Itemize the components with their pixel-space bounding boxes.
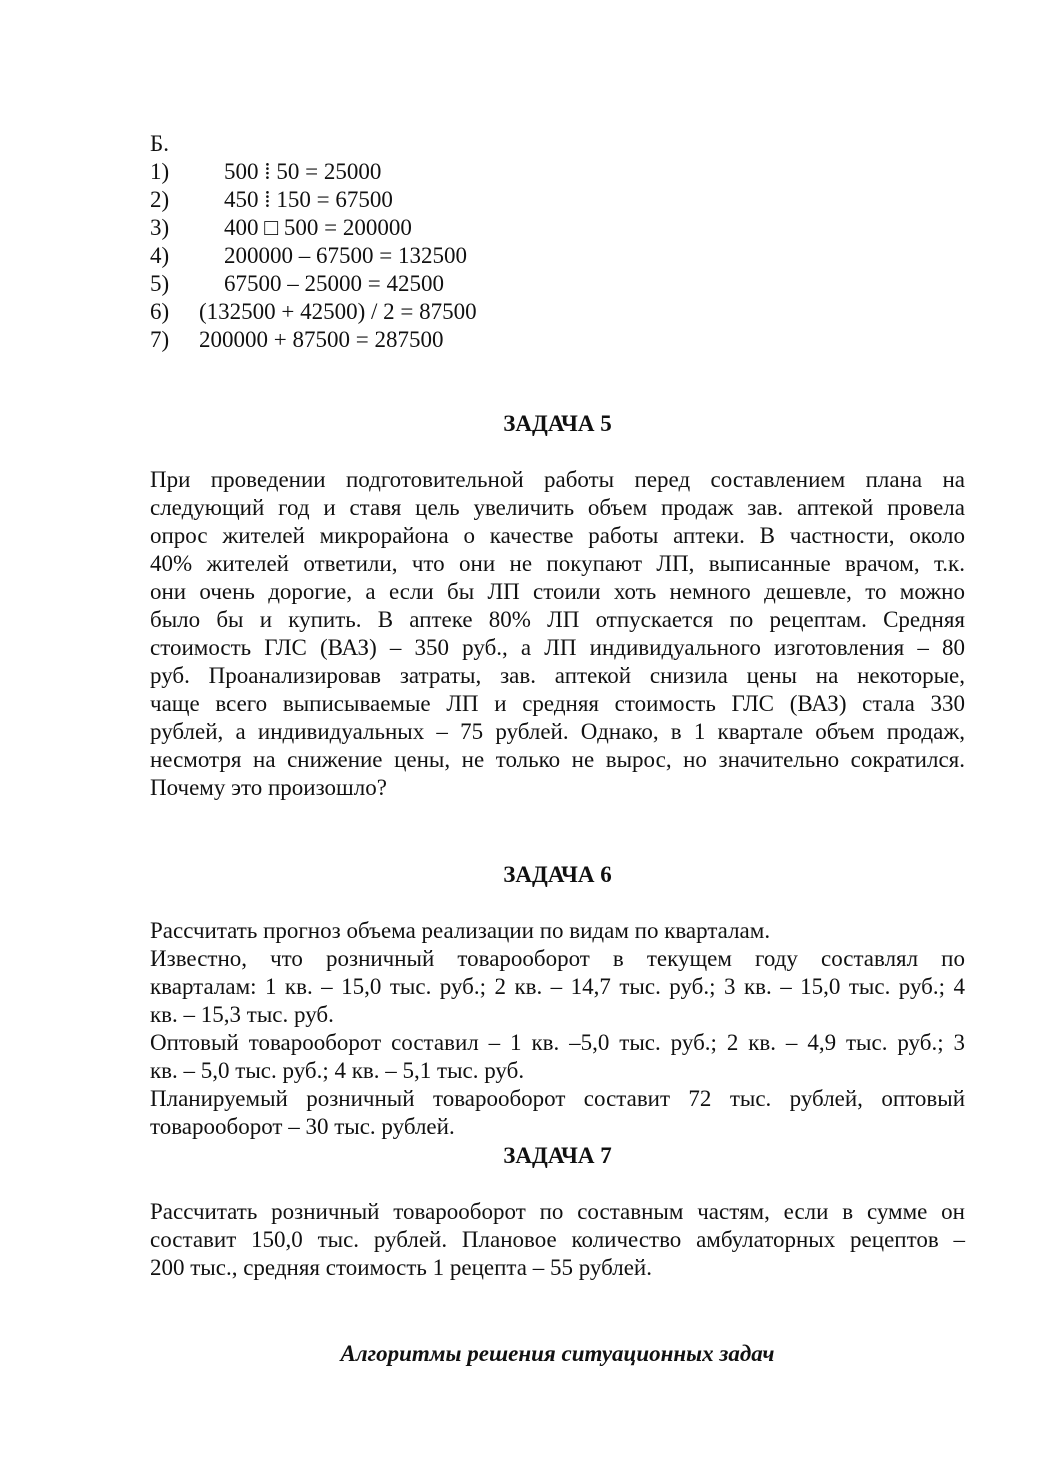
paragraph-line: было бы и купить. В аптеке 80% ЛП отпускается по рецептам. Средняя — [150, 607, 965, 632]
task5-paragraph — [150, 466, 965, 802]
paragraph-line: Рассчитать розничный товарооборот по составным частям, если в сумме он — [150, 1199, 965, 1224]
paragraph-line: кв. – 5,0 тыс. руб.; 4 кв. – 5,1 тыс. руб. — [150, 1058, 525, 1083]
paragraph-line: рублей, а индивидуальных – 75 рублей. Однако, в 1 квартале объем продаж, — [150, 719, 965, 744]
paragraph-line: следующий год и ставя цель увеличить объем продаж зав. аптекой провела — [150, 495, 965, 520]
paragraph-line: Почему это произошло? — [150, 775, 387, 800]
paragraph-line: 40% жителей ответили, что они не покупают ЛП, выписанные врачом, т.к. — [150, 551, 965, 576]
paragraph-line: они очень дорогие, а если бы ЛП стоили хоть немного дешевле, то можно — [150, 579, 965, 604]
paragraph-line: несмотря на снижение цены, не только не вырос, но значительно сократился. — [150, 747, 965, 772]
paragraph-line: При проведении подготовительной работы перед составлением плана на — [150, 467, 965, 492]
paragraph-line: кварталам: 1 кв. – 15,0 тыс. руб.; 2 кв. – 14,7 тыс. руб.; 3 кв. – 15,0 тыс. руб.; 4 — [150, 974, 965, 999]
paragraph-line: Известно, что розничный товарооборот в текущем году составлял по — [150, 946, 965, 971]
calculation-number: 3) — [150, 215, 170, 240]
calculation-expression: (132500 + 42500) / 2 = 87500 — [199, 299, 477, 324]
calculation-number: 6) — [150, 299, 170, 324]
calculation-row — [150, 158, 670, 186]
paragraph-line: кв. – 15,3 тыс. руб. — [150, 1002, 334, 1027]
calculation-row — [150, 242, 670, 270]
paragraph-line: составит 150,0 тыс. рублей. Плановое количество амбулаторных рецептов – — [150, 1227, 965, 1252]
paragraph-line: товарооборот – 30 тыс. рублей. — [150, 1114, 455, 1139]
calculation-number: 1) — [150, 159, 170, 184]
paragraph-line: чаще всего выписываемые ЛП и средняя стоимость ГЛС (ВАЗ) стала 330 — [150, 691, 965, 716]
calculation-expression: 500 ⁞ 50 = 25000 — [224, 159, 382, 184]
calculation-expression: 400 □ 500 = 200000 — [224, 215, 412, 240]
calculation-row — [150, 326, 670, 354]
calculation-row — [150, 298, 670, 326]
paragraph-line: опрос жителей микрорайона о качестве работы аптеки. В частности, около — [150, 523, 965, 548]
task7-heading: ЗАДАЧА 7 — [503, 1143, 612, 1168]
calculation-row — [150, 214, 670, 242]
paragraph-line: Оптовый товарооборот составил – 1 кв. –5,0 тыс. руб.; 2 кв. – 4,9 тыс. руб.; 3 — [150, 1030, 965, 1055]
calculation-number: 5) — [150, 271, 170, 296]
calculation-number: 7) — [150, 327, 170, 352]
calculation-number: 4) — [150, 243, 170, 268]
calculation-row — [150, 186, 670, 214]
calculation-list — [150, 158, 670, 354]
paragraph-line: Планируемый розничный товарооборот составит 72 тыс. рублей, оптовый — [150, 1086, 965, 1111]
calculation-expression: 450 ⁞ 150 = 67500 — [224, 187, 393, 212]
calculation-number: 2) — [150, 187, 170, 212]
calculation-row — [150, 270, 670, 298]
task6-paragraph — [150, 917, 965, 1141]
part-label: Б. — [150, 131, 169, 156]
task5-heading: ЗАДАЧА 5 — [503, 411, 612, 436]
paragraph-line: стоимость ГЛС (ВАЗ) – 350 руб., а ЛП индивидуального изготовления – 80 — [150, 635, 965, 660]
paragraph-line: руб. Проанализировав затраты, зав. аптекой снизила цены на некоторые, — [150, 663, 965, 688]
section-title: Алгоритмы решения ситуационных задач — [340, 1341, 775, 1366]
paragraph-line: Рассчитать прогноз объема реализации по видам по кварталам. — [150, 918, 771, 943]
task7-paragraph — [150, 1198, 965, 1282]
paragraph-line: 200 тыс., средняя стоимость 1 рецепта – 55 рублей. — [150, 1255, 652, 1280]
calculation-expression: 67500 – 25000 = 42500 — [224, 271, 444, 296]
calculation-expression: 200000 – 67500 = 132500 — [224, 243, 467, 268]
calculation-expression: 200000 + 87500 = 287500 — [199, 327, 444, 352]
task6-heading: ЗАДАЧА 6 — [503, 862, 612, 887]
